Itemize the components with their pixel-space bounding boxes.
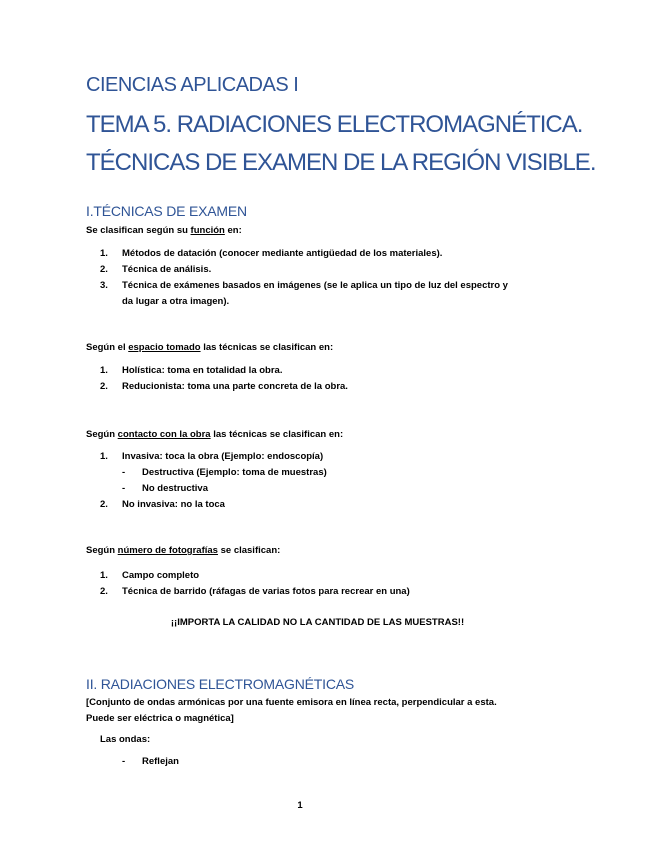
list-item: 2. No invasiva: no la toca (100, 499, 225, 510)
underlined-term: espacio tomado (128, 342, 201, 353)
title-line-2: TÉCNICAS DE EXAMEN DE LA REGIÓN VISIBLE. (86, 149, 596, 176)
list-item: 1. Holística: toma en totalidad la obra. (100, 365, 283, 376)
list-item: 2. Técnica de barrido (ráfagas de varias fotos para recrear en una) (100, 586, 410, 597)
list-by-function (100, 246, 520, 310)
list-by-contact-2 (100, 497, 520, 513)
underlined-term: contacto con la obra (117, 429, 211, 440)
sub-list-invasive (86, 465, 506, 497)
sub-list-item: - No destructiva (122, 483, 208, 494)
list-by-space (100, 363, 520, 395)
list-item: 1. Invasiva: toca la obra (Ejemplo: endoscopía) (100, 451, 324, 462)
sub-list-item: - Destructiva (Ejemplo: toma de muestras) (122, 467, 327, 478)
underlined-term: número de fotografías (117, 545, 218, 556)
paragraph-by-contact: Según contacto con la obra las técnicas se clasifican en: (86, 429, 344, 440)
paragraph-by-photos: Según número de fotografías se clasifican: (86, 545, 281, 556)
paragraph-by-function: Se clasifican según su función en: (86, 225, 242, 236)
title-line-1: TEMA 5. RADIACIONES ELECTROMAGNÉTICA. (86, 111, 583, 138)
sub-list-item: - Reflejan (122, 756, 179, 767)
list-item: 2. Reducionista: toma una parte concreta de la obra. (100, 381, 348, 392)
list-item: 1. Campo completo (100, 570, 200, 581)
waves-label: Las ondas: (100, 734, 151, 745)
definition-text: [Conjunto de ondas armónicas por una fuente emisora en línea recta, perpendicular a esta. Puede ser eléctrica o magnética] (86, 697, 497, 724)
list-by-photos (100, 568, 520, 600)
list-item: 1. Métodos de datación (conocer mediante antigüedad de los materiales). (100, 248, 443, 259)
list-item: 3. Técnica de exámenes basados en imágenes (se le aplica un tipo de luz del espectro y da lugar a otra imagen). (100, 280, 508, 307)
section-heading-2: II. RADIACIONES ELECTROMAGNÉTICAS (86, 676, 354, 692)
page-number: 1 (297, 800, 303, 811)
list-item: 2. Técnica de análisis. (100, 264, 212, 275)
section-heading-1: I.TÉCNICAS DE EXAMEN (86, 203, 247, 219)
underlined-term: función (190, 225, 225, 236)
important-note: ¡¡IMPORTA LA CALIDAD NO LA CANTIDAD DE LAS MUESTRAS!! (170, 617, 465, 628)
course-title: CIENCIAS APLICADAS I (86, 74, 299, 96)
waves-list (86, 754, 506, 770)
document-title (86, 106, 626, 182)
list-by-contact (100, 449, 520, 465)
paragraph-by-space: Según el espacio tomado las técnicas se clasifican en: (86, 342, 334, 353)
